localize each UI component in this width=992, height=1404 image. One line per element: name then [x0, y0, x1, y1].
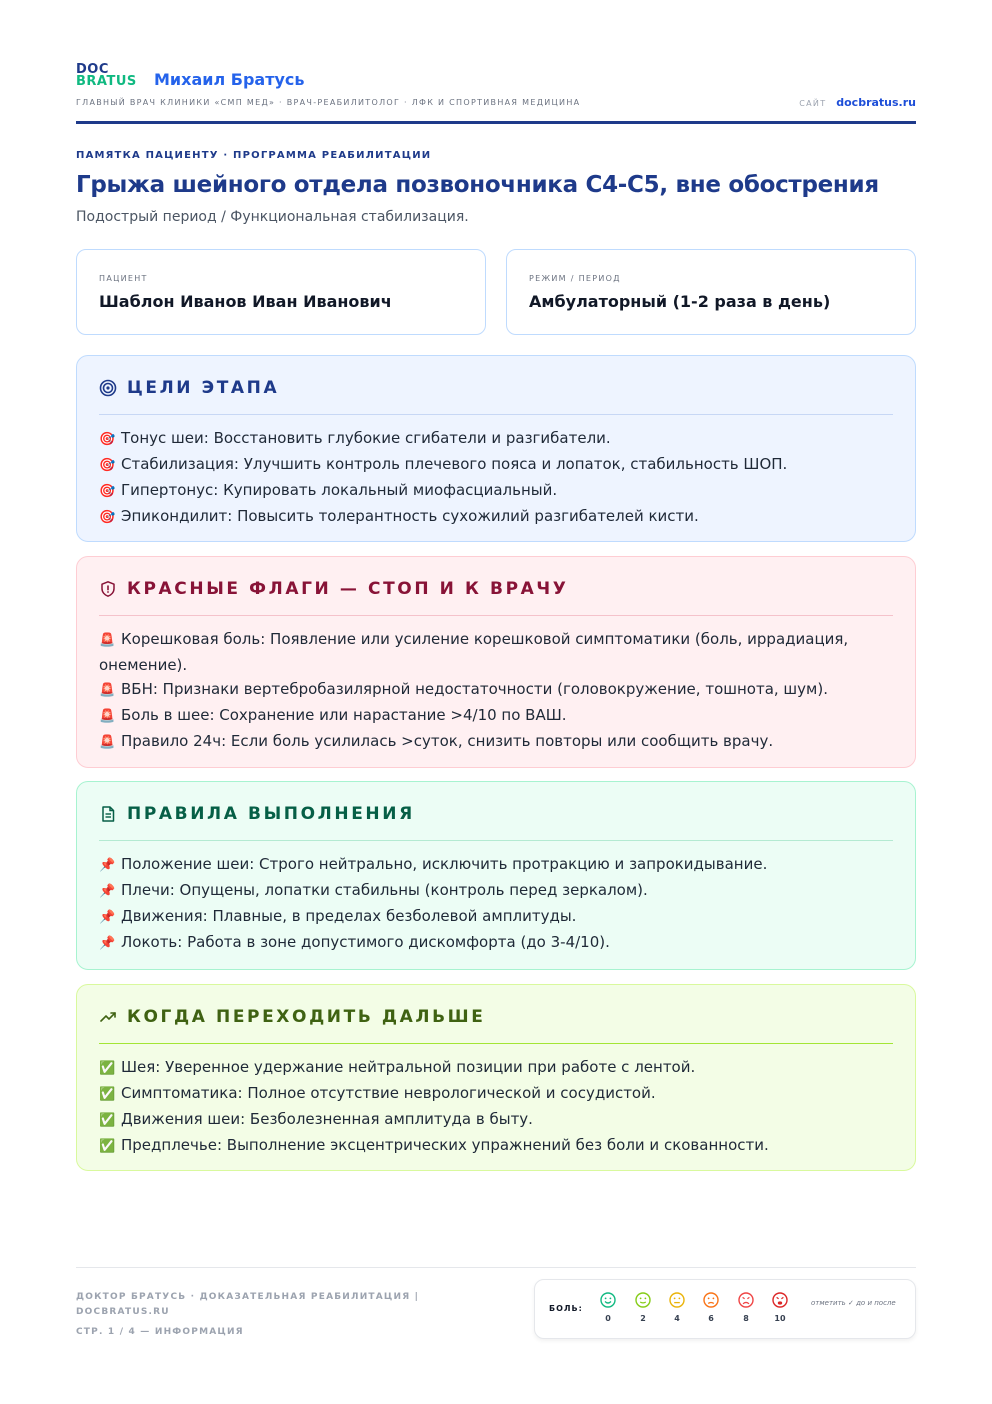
footer-site: DOCBRATUS.RU [76, 1307, 170, 1317]
next-stage-card [76, 984, 916, 1171]
mode-value: Амбулаторный (1-2 раза в день) [529, 292, 831, 311]
list-item: ✅ Симптоматика: Полное отсутствие неврологической и сосудистой. [99, 1081, 885, 1107]
list-item: 📌 Движения: Плавные, в пределах безболевой амплитуды. [99, 904, 885, 930]
neutral-face-icon [669, 1292, 685, 1308]
mode-label: РЕЖИМ / ПЕРИОД [529, 274, 621, 283]
page-subtitle: Подострый период / Функциональная стабилизация. [76, 209, 469, 225]
patient-label: ПАЦИЕНТ [99, 274, 148, 283]
mode-box [506, 249, 916, 335]
target-icon: 🎯 [99, 432, 116, 447]
patient-value: Шаблон Иванов Иван Иванович [99, 292, 392, 311]
logo [76, 64, 146, 88]
goals-list [99, 426, 885, 530]
check-icon: ✅ [99, 1061, 116, 1076]
site-link[interactable]: docbratus.ru [836, 96, 916, 109]
page-title: Грыжа шейного отдела позвоночника С4-С5, вне обострения [76, 172, 879, 198]
list-item: ✅ Движения шеи: Безболезненная амплитуда в быту. [99, 1107, 885, 1133]
pin-icon: 📌 [99, 910, 116, 925]
target-icon [99, 379, 117, 397]
list-item: ✅ Шея: Уверенное удержание нейтральной позиции при работе с лентой. [99, 1055, 885, 1081]
pain-level[interactable] [769, 1292, 791, 1323]
check-icon: ✅ [99, 1087, 116, 1102]
slight-smile-face-icon [635, 1292, 651, 1308]
document-icon [99, 805, 117, 823]
header-divider [76, 121, 916, 124]
rules-title: ПРАВИЛА ВЫПОЛНЕНИЯ [127, 804, 415, 824]
pin-icon: 📌 [99, 936, 116, 951]
next-stage-divider [99, 1043, 893, 1044]
list-item: 🎯 Тонус шеи: Восстановить глубокие сгибатели и разгибатели. [99, 426, 885, 452]
pain-level[interactable] [666, 1292, 688, 1323]
shield-alert-icon [99, 580, 117, 598]
pain-note: отметить ✓ до и после [811, 1299, 896, 1307]
list-item: 📌 Положение шеи: Строго нейтрально, исключить протракцию и запрокидывание. [99, 852, 885, 878]
list-item: ✅ Предплечье: Выполнение эксцентрических упражнений без боли и скованности. [99, 1133, 885, 1159]
siren-icon: 🚨 [99, 735, 116, 750]
footer-brand: ДОКТОР БРАТУСЬ · ДОКАЗАТЕЛЬНАЯ РЕАБИЛИТАЦИЯ | [76, 1292, 420, 1302]
rules-divider [99, 840, 893, 841]
red-flags-divider [99, 615, 893, 616]
footer-page: СТР. 1 / 4 — ИНФОРМАЦИЯ [76, 1327, 244, 1337]
target-icon: 🎯 [99, 484, 116, 499]
siren-icon: 🚨 [99, 709, 116, 724]
crying-face-icon [772, 1292, 788, 1308]
pin-icon: 📌 [99, 858, 116, 873]
goals-divider [99, 414, 893, 415]
pain-level[interactable] [735, 1292, 757, 1323]
next-stage-title: КОГДА ПЕРЕХОДИТЬ ДАЛЬШЕ [127, 1007, 486, 1027]
rules-list [99, 852, 885, 956]
list-item: 🚨 Корешковая боль: Появление или усиление корешковой симптоматики (боль, иррадиация, онемение). [99, 630, 849, 674]
pain-value: 4 [674, 1314, 680, 1323]
pain-label: БОЛЬ: [549, 1304, 583, 1313]
list-item: 📌 Плечи: Опущены, лопатки стабильны (контроль перед зеркалом). [99, 878, 885, 904]
frown-face-icon [703, 1292, 719, 1308]
red-flags-title: КРАСНЫЕ ФЛАГИ — СТОП И К ВРАЧУ [127, 579, 569, 599]
logo-line2: BRATUS [76, 74, 137, 89]
footer-divider [76, 1267, 916, 1268]
author-name: Михаил Братусь [154, 70, 305, 89]
goals-title: ЦЕЛИ ЭТАПА [127, 378, 280, 398]
pain-value: 8 [743, 1314, 749, 1323]
siren-icon: 🚨 [99, 633, 116, 648]
author-tagline: ГЛАВНЫЙ ВРАЧ КЛИНИКИ «СМП МЕД» · ВРАЧ-РЕАБИЛИТОЛОГ · ЛФК И СПОРТИВНАЯ МЕДИЦИНА [76, 98, 581, 107]
check-icon: ✅ [99, 1113, 116, 1128]
pain-value: 2 [640, 1314, 646, 1323]
pain-level[interactable] [632, 1292, 654, 1323]
next-stage-list [99, 1055, 885, 1159]
site-label: САЙТ [799, 99, 827, 108]
pain-value: 10 [774, 1314, 786, 1323]
list-item: 🎯 Гипертонус: Купировать локальный миофасциальный. [99, 478, 885, 504]
target-icon: 🎯 [99, 510, 116, 525]
list-item: 🚨 Правило 24ч: Если боль усилилась >суток, снизить повторы или сообщить врачу. [99, 729, 885, 755]
list-item: 📌 Локоть: Работа в зоне допустимого дискомфорта (до 3-4/10). [99, 930, 885, 956]
pain-level[interactable] [700, 1292, 722, 1323]
siren-icon: 🚨 [99, 683, 116, 698]
pain-level[interactable] [597, 1292, 619, 1323]
list-item: 🎯 Стабилизация: Улучшить контроль плечевого пояса и лопаток, стабильность ШОП. [99, 452, 885, 478]
trending-up-icon [99, 1008, 117, 1026]
target-icon: 🎯 [99, 458, 116, 473]
check-icon: ✅ [99, 1139, 116, 1154]
patient-box [76, 249, 486, 335]
rules-card [76, 781, 916, 970]
list-item: 🚨 ВБН: Признаки вертебробазилярной недостаточности (головокружение, тошнота, шум). [99, 677, 885, 703]
pain-value: 6 [708, 1314, 714, 1323]
list-item: 🚨 Боль в шее: Сохранение или нарастание >4/10 по ВАШ. [99, 703, 885, 729]
red-flags-card [76, 556, 916, 768]
logo-line1: DOC [76, 62, 109, 77]
sad-face-icon [738, 1292, 754, 1308]
goals-card [76, 355, 916, 542]
pain-value: 0 [605, 1314, 611, 1323]
red-flags-list [99, 627, 885, 755]
pin-icon: 📌 [99, 884, 116, 899]
kicker: ПАМЯТКА ПАЦИЕНТУ · ПРОГРАММА РЕАБИЛИТАЦИИ [76, 150, 432, 161]
pain-scale [534, 1279, 916, 1339]
smile-face-icon [600, 1292, 616, 1308]
list-item: 🎯 Эпикондилит: Повысить толерантность сухожилий разгибателей кисти. [99, 504, 885, 530]
site-info [799, 96, 916, 109]
